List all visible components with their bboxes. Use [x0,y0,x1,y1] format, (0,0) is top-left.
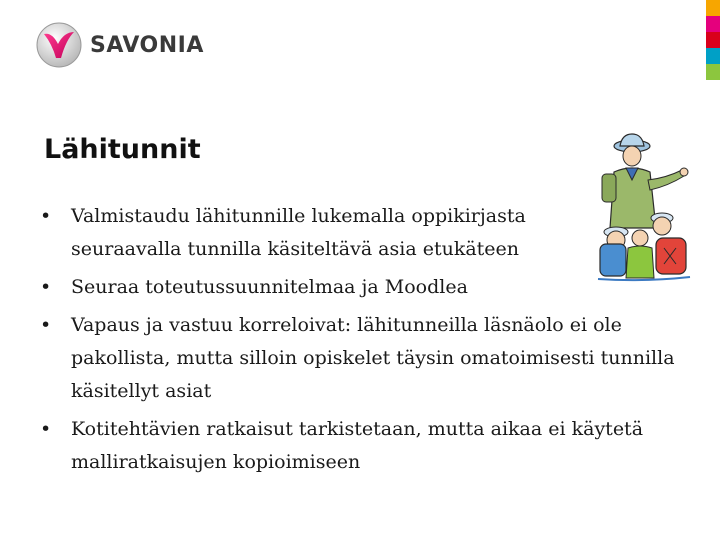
bullet-text: Valmistaudu lähitunnille lukemalla oppikirjasta seuraavalla tunnilla käsiteltävä asia etukäteen [71,205,526,260]
brand-color-strip [706,0,720,80]
savonia-logo-icon [36,22,82,68]
bullet-marker: • [40,418,52,440]
bullet-marker: • [40,205,52,227]
bullet-item [40,271,690,304]
savonia-logo [36,22,204,68]
strip-magenta [706,16,720,32]
teacher-with-students-icon [596,132,692,282]
strip-blue [706,48,720,64]
strip-green [706,64,720,80]
bullet-item [40,413,690,479]
strip-red [706,32,720,48]
bullet-marker: • [40,276,52,298]
bullet-text: Vapaus ja vastuu korreloivat: lähitunneilla läsnäolo ei ole pakollista, mutta silloin opiskelet täysin omatoimisesti tunnilla käsitellyt asiat [71,314,675,402]
bullet-list [40,200,690,484]
bullet-marker: • [40,314,52,336]
brand-name: SAVONIA [90,32,204,58]
strip-orange [706,0,720,16]
bullet-item [40,309,690,408]
bullet-item [40,200,690,266]
slide-title: Lähitunnit [44,134,201,165]
bullet-text: Seuraa toteutussuunnitelmaa ja Moodlea [71,276,468,298]
bullet-text: Kotitehtävien ratkaisut tarkistetaan, mutta aikaa ei käytetä malliratkaisujen kopioimiseen [71,418,644,473]
